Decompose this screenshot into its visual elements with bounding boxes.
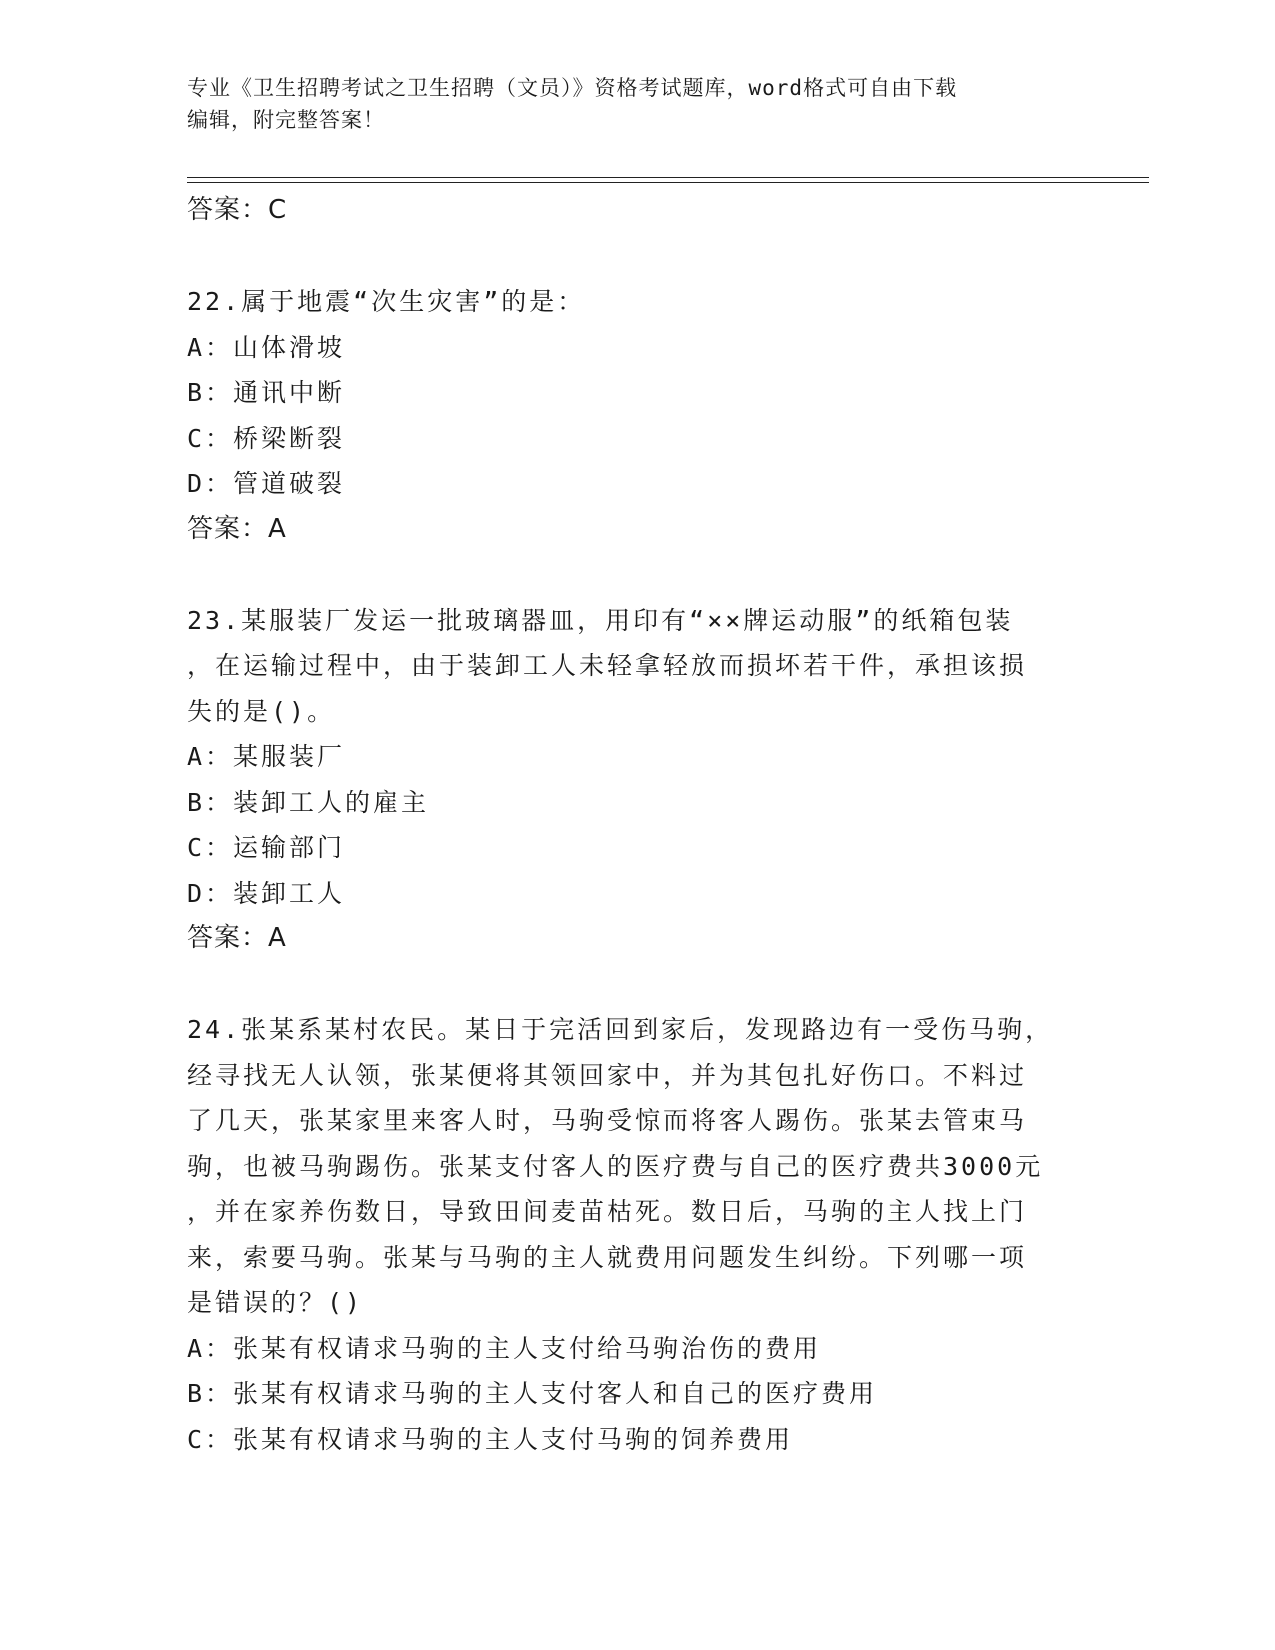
option-b: B：通讯中断 <box>187 378 346 407</box>
header-line-1: 专业《卫生招聘考试之卫生招聘（文员）》资格考试题库，word格式可自由下载 <box>187 76 958 100</box>
question-23 <box>187 598 1087 962</box>
spacer <box>187 552 1087 598</box>
answer: 答案：A <box>187 923 287 953</box>
question-text-line: 驹，也被马驹踢伤。张某支付客人的医疗费与自己的医疗费共3000元 <box>187 1151 1044 1181</box>
document-header <box>187 72 1087 136</box>
option-c: C：张某有权请求马驹的主人支付马驹的饲养费用 <box>187 1424 794 1454</box>
header-divider-top <box>187 177 1149 178</box>
option-a: A：山体滑坡 <box>187 332 346 362</box>
header-line-2: 编辑，附完整答案！ <box>187 108 385 132</box>
question-text-line: 了几天，张某家里来客人时，马驹受惊而将客人踢伤。张某去管束马 <box>187 1106 1028 1135</box>
option-c: C：运输部门 <box>187 833 346 862</box>
option-d: D：装卸工人 <box>187 878 346 908</box>
option-b: B：张某有权请求马驹的主人支付客人和自己的医疗费用 <box>187 1379 878 1408</box>
option-a: A：张某有权请求马驹的主人支付给马驹治伤的费用 <box>187 1333 822 1363</box>
question-24 <box>187 1007 1087 1462</box>
spacer <box>187 234 1087 280</box>
answer: 答案：A <box>187 513 287 544</box>
question-text-line: ，在运输过程中，由于装卸工人未轻拿轻放而损坏若干件，承担该损 <box>187 651 1028 680</box>
option-c: C：桥梁断裂 <box>187 423 346 453</box>
question-text-line: 经寻找无人认领，张某便将其领回家中，并为其包扎好伤口。不料过 <box>187 1060 1028 1090</box>
question-text-line: 来，索要马驹。张某与马驹的主人就费用问题发生纠纷。下列哪一项 <box>187 1242 1028 1272</box>
option-b: B：装卸工人的雇主 <box>187 787 430 817</box>
question-text-line: 23.某服装厂发运一批玻璃器皿，用印有“××牌运动服”的纸箱包装 <box>187 605 1014 635</box>
option-a: A：某服装厂 <box>187 742 346 771</box>
question-text-line: ，并在家养伤数日，导致田间麦苗枯死。数日后，马驹的主人找上门 <box>187 1197 1028 1226</box>
question-22 <box>187 279 1087 552</box>
document-body <box>187 188 1087 1462</box>
question-text-line: 失的是()。 <box>187 696 336 726</box>
header-divider-bottom <box>187 182 1149 183</box>
spacer <box>187 962 1087 1008</box>
previous-answer: 答案：C <box>187 195 288 225</box>
question-text-line: 24.张某系某村农民。某日于完活回到家后，发现路边有一受伤马驹， <box>187 1015 1054 1044</box>
question-text: 22.属于地震“次生灾害”的是： <box>187 287 586 316</box>
option-d: D：管道破裂 <box>187 469 346 498</box>
question-text-line: 是错误的？() <box>187 1288 364 1317</box>
